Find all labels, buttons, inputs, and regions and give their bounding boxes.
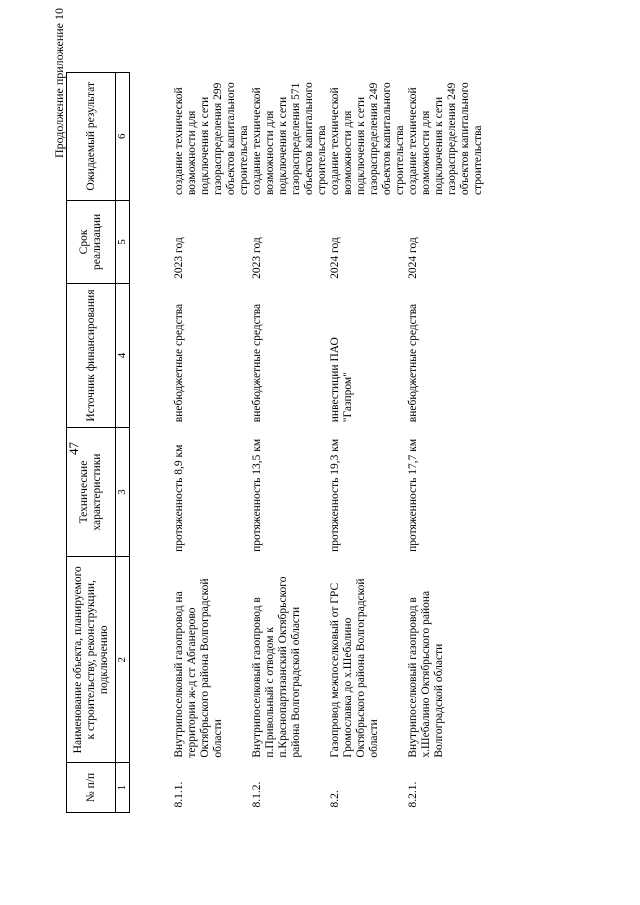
funding-source: внебюджетные средства	[173, 303, 185, 423]
row-number: 8.2.	[329, 790, 341, 808]
column-number: 1	[116, 763, 130, 813]
implementation-period: 2023 год	[251, 237, 263, 279]
object-name: Внутрипоселковый газопровод в п.Привольный с отводом к п.Краснопартизанский Октябрьского района Волгоградской области	[251, 576, 302, 758]
page-number: 47	[66, 442, 81, 455]
column-number: 3	[116, 427, 130, 557]
table-row	[251, 73, 329, 813]
header-cell: Срок реализации	[67, 200, 116, 284]
column-number-row	[116, 73, 130, 813]
expected-result: создание технической возможности для подключения к сети газораспределения 249 объектов капитального строительства	[407, 82, 484, 196]
expected-result: создание технической возможности для подключения к сети газораспределения 299 объектов капитального строительства	[173, 82, 250, 196]
row-number: 8.1.1.	[173, 781, 185, 808]
implementation-period: 2024 год	[329, 237, 341, 279]
technical-spec: протяженность 17,7 км	[407, 438, 419, 552]
funding-source: внебюджетные средства	[407, 303, 419, 423]
technical-spec: протяженность 19,3 км	[329, 438, 341, 552]
column-number: 5	[116, 200, 130, 284]
row-number: 8.2.1.	[407, 781, 419, 808]
table-header-row	[67, 73, 116, 813]
technical-spec: протяженность 13,5 км	[251, 438, 263, 552]
table-row	[407, 73, 485, 813]
column-number: 4	[116, 284, 130, 427]
projects-table	[66, 72, 485, 813]
funding-source: инвестиции ПАО "Газпром"	[329, 337, 354, 423]
implementation-period: 2024 год	[407, 237, 419, 279]
expected-result: создание технической возможности для подключения к сети газораспределения 249 объектов капитального строительства	[329, 82, 406, 196]
table-row	[329, 73, 407, 813]
row-number: 8.1.2.	[251, 781, 263, 808]
header-cell: Наименование объекта, планируемого к строительству, реконструкции, подключению	[67, 557, 116, 763]
header-cell: Технические характеристики	[67, 427, 116, 557]
header-cell: Ожидаемый результат	[67, 73, 116, 201]
header-cell: Источник финансирования	[67, 284, 116, 427]
implementation-period: 2023 год	[173, 237, 185, 279]
appendix-label: Продолжение приложение 10	[52, 8, 66, 159]
object-name: Газопровод межпоселковый от ГРС Громославка до х.Шебалино Октябрьского района Волгоградской области	[329, 578, 380, 758]
header-cell: № п/п	[67, 763, 116, 813]
table-row	[130, 73, 252, 813]
object-name: Внутрипоселковый газопровод на территории ж-д ст Абганерово Октябрьского района Волгоградской области	[173, 578, 224, 758]
column-number: 2	[116, 557, 130, 763]
technical-spec: протяженность 8,9 км	[173, 444, 185, 552]
funding-source: внебюджетные средства	[251, 303, 263, 423]
expected-result: создание технической возможности для подключения к сети газораспределения 571 объектов капитального строительства	[251, 82, 328, 196]
column-number: 6	[116, 73, 130, 201]
object-name: Внутрипоселковый газопровод в х.Шебалино Октябрьского района Волгоградской области	[407, 590, 445, 758]
